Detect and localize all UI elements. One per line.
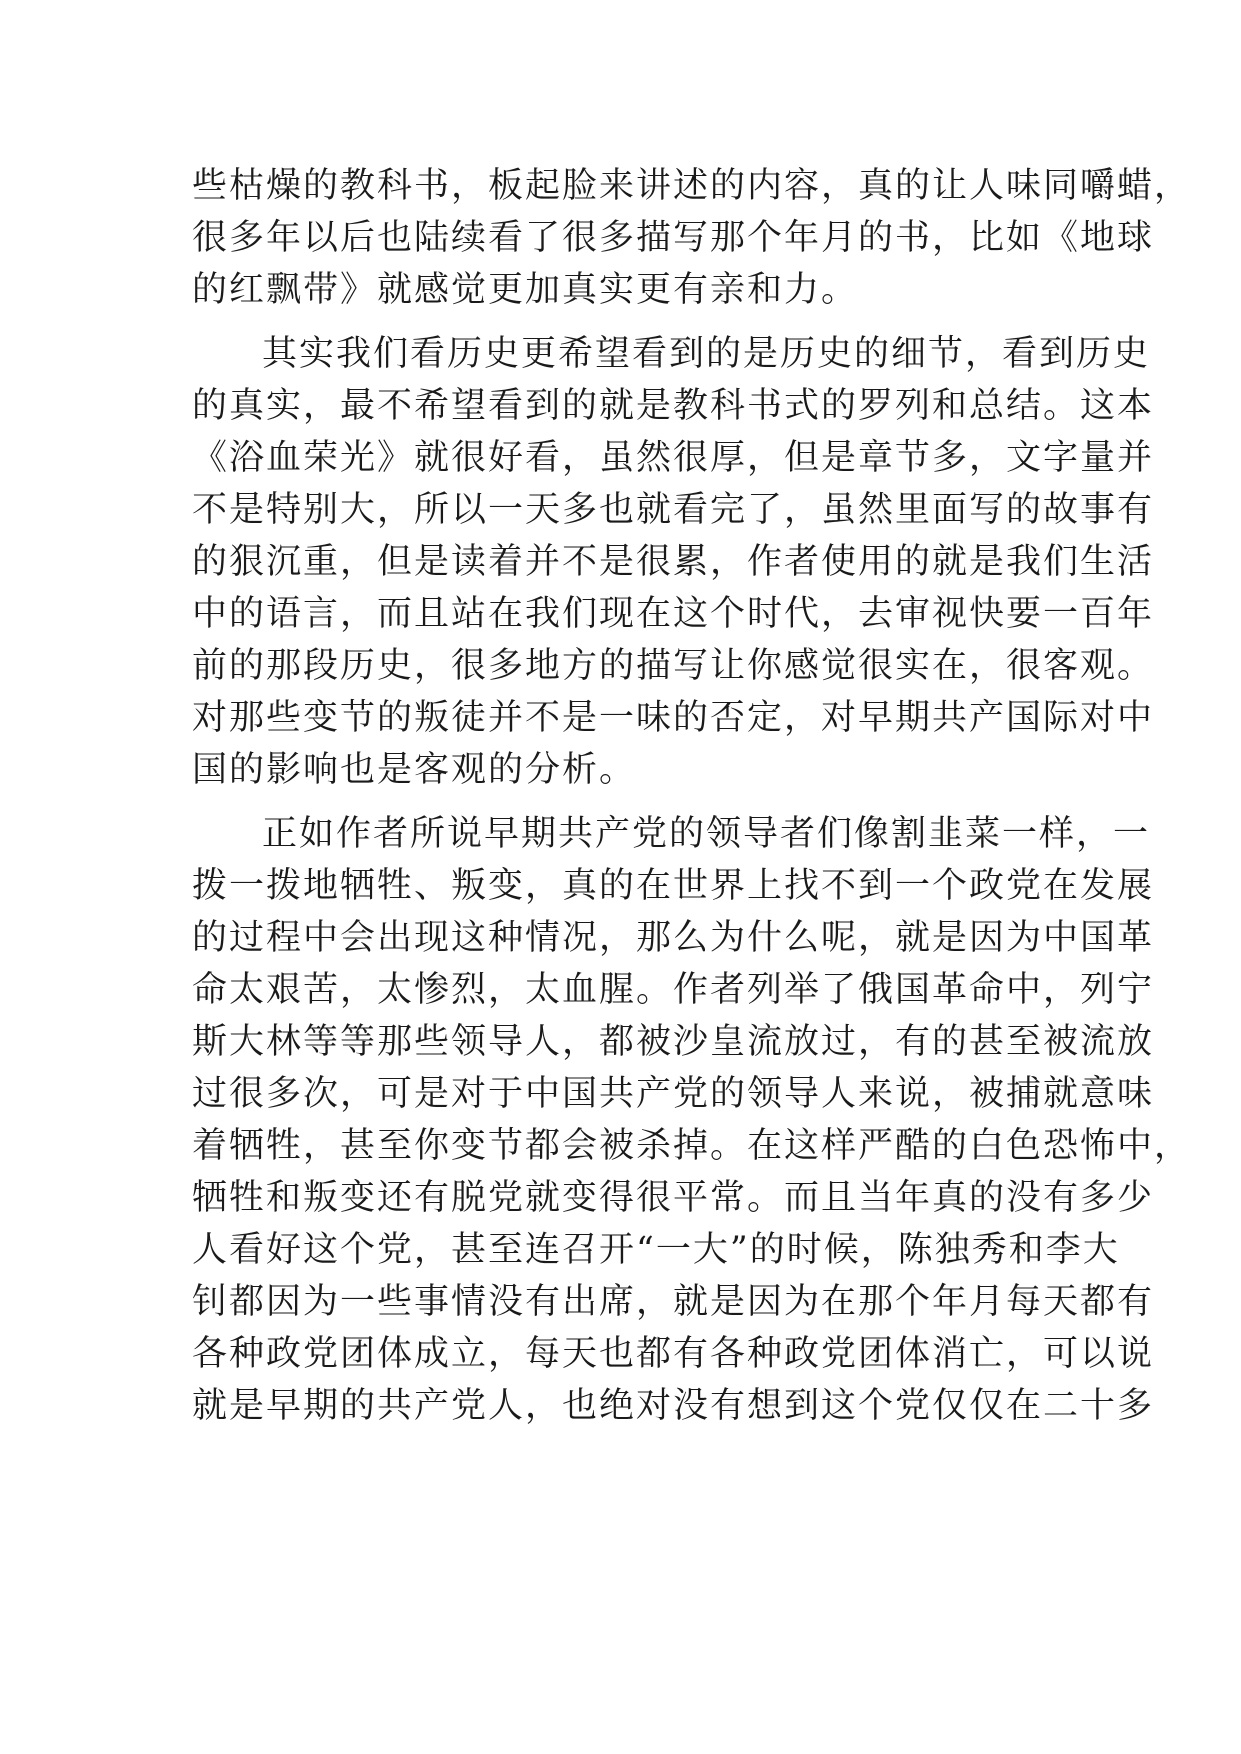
text-line: 着牺牲，甚至你变节都会被杀掉。在这样严酷的白色恐怖中， — [192, 1126, 1192, 1166]
text-line: 国的影响也是客观的分析。 — [192, 750, 637, 790]
paragraph-1 — [192, 160, 1192, 316]
text-line: 命太艰苦，太惨烈，太血腥。作者列举了俄国革命中，列宁 — [192, 970, 1155, 1010]
text-line: 拨一拨地牺牲、叛变，真的在世界上找不到一个政党在发展 — [192, 866, 1155, 906]
text-line: 牺牲和叛变还有脱党就变得很平常。而且当年真的没有多少 — [192, 1178, 1155, 1218]
paragraph-spacer — [192, 796, 1072, 808]
text-line: 斯大林等等那些领导人，都被沙皇流放过，有的甚至被流放 — [192, 1022, 1155, 1062]
text-line: 不是特别大，所以一天多也就看完了，虽然里面写的故事有 — [192, 490, 1155, 530]
text-line: 人看好这个党，甚至连召开“一大”的时候，陈独秀和李大 — [192, 1230, 1120, 1270]
text-line: 的狠沉重，但是读着并不是很累，作者使用的就是我们生活 — [192, 542, 1155, 582]
text-line: 钊都因为一些事情没有出席，就是因为在那个年月每天都有 — [192, 1282, 1155, 1322]
text-line: 对那些变节的叛徒并不是一味的否定，对早期共产国际对中 — [192, 698, 1155, 738]
text-line: 《浴血荣光》就很好看，虽然很厚，但是章节多，文字量并 — [192, 438, 1155, 478]
text-line: 的过程中会出现这种情况，那么为什么呢，就是因为中国革 — [192, 918, 1155, 958]
text-line: 正如作者所说早期共产党的领导者们像割韭菜一样，一 — [262, 814, 1151, 854]
text-line: 很多年以后也陆续看了很多描写那个年月的书，比如《地球 — [192, 218, 1155, 258]
text-line: 中的语言，而且站在我们现在这个时代，去审视快要一百年 — [192, 594, 1155, 634]
paragraph-2 — [192, 328, 1155, 796]
paragraph-3 — [192, 808, 1192, 1432]
text-line: 的真实，最不希望看到的就是教科书式的罗列和总结。这本 — [192, 386, 1155, 426]
text-line: 过很多次，可是对于中国共产党的领导人来说，被捕就意味 — [192, 1074, 1155, 1114]
text-line: 其实我们看历史更希望看到的是历史的细节，看到历史 — [262, 334, 1151, 374]
paragraph-spacer — [192, 316, 1072, 328]
text-line: 各种政党团体成立，每天也都有各种政党团体消亡，可以说 — [192, 1334, 1155, 1374]
text-line: 就是早期的共产党人，也绝对没有想到这个党仅仅在二十多 — [192, 1386, 1155, 1426]
text-line: 些枯燥的教科书，板起脸来讲述的内容，真的让人味同嚼蜡， — [192, 166, 1192, 206]
text-line: 前的那段历史，很多地方的描写让你感觉很实在，很客观。 — [192, 646, 1155, 686]
body-text — [192, 160, 1192, 1432]
text-line: 的红飘带》就感觉更加真实更有亲和力。 — [192, 270, 859, 310]
